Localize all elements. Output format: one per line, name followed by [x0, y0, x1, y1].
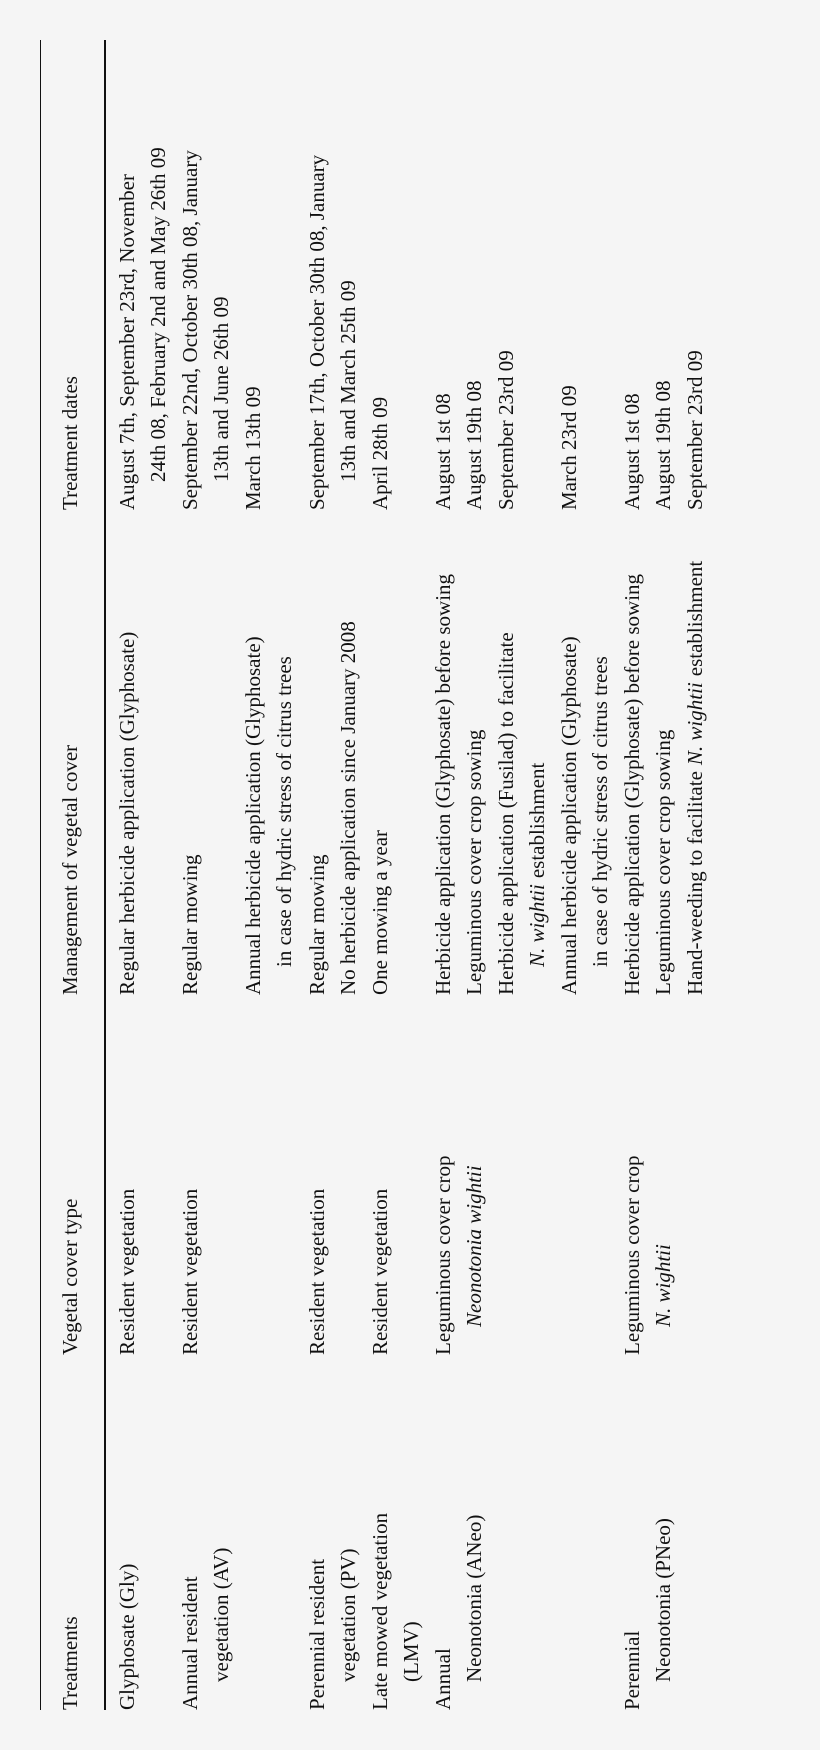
treatment-name: (LMV) — [399, 1621, 423, 1682]
cover-type: Resident vegetation — [178, 1188, 202, 1355]
management-text: Regular mowing — [178, 854, 202, 995]
management-text: Leguminous cover crop sowing — [462, 729, 486, 995]
cover-type-species — [648, 1244, 679, 1355]
treatment-date: September 17th, October 30th 08, January — [305, 154, 329, 510]
table-header-rule — [104, 40, 106, 1710]
treatment-date: 13th and June 26th 09 — [209, 296, 233, 482]
species-name: N. wightii — [651, 1244, 675, 1327]
management-text: No herbicide application since January 2008 — [336, 621, 360, 995]
treatment-date: March 13th 09 — [241, 386, 265, 510]
table-top-rule — [40, 40, 41, 1710]
treatment-date: September 22nd, October 30th 08, January — [178, 150, 202, 510]
cover-type-species — [459, 1165, 490, 1355]
management-text: Herbicide application (Glyphosate) before sowing — [620, 573, 644, 995]
management-text: Herbicide application (Fusilad) to facilitate — [494, 632, 518, 995]
cover-type: Leguminous cover crop — [431, 1155, 455, 1355]
treatment-name: Perennial resident — [305, 1558, 329, 1710]
cover-type: Resident vegetation — [305, 1188, 329, 1355]
management-text: One mowing a year — [368, 829, 392, 995]
management-text: Hand-weeding to facilitate — [683, 771, 707, 995]
cover-type: Leguminous cover crop — [620, 1155, 644, 1355]
treatment-date: September 23rd 09 — [494, 350, 518, 510]
species-name: N. wightii — [525, 884, 549, 967]
cover-type: Resident vegetation — [115, 1188, 139, 1355]
treatment-name: Annual — [431, 1648, 455, 1710]
management-text: establishment — [525, 762, 549, 879]
treatment-name: Annual resident — [178, 1576, 202, 1710]
header-treatments: Treatments — [58, 1616, 82, 1710]
treatment-name: Late mowed vegetation — [368, 1512, 392, 1710]
treatment-date: August 1st 08 — [431, 393, 455, 510]
treatment-name: vegetation (AV) — [209, 1547, 233, 1682]
species-name: Neonotonia wightii — [462, 1165, 486, 1327]
treatment-date: 24th 08, February 2nd and May 26th 09 — [146, 147, 170, 482]
treatment-date: March 23rd 09 — [557, 385, 581, 510]
header-management: Management of vegetal cover — [58, 744, 82, 995]
management-text: establishment — [683, 560, 707, 677]
treatment-name: Neonotonia (ANeo) — [462, 1514, 486, 1682]
treatment-name: Neonotonia (PNeo) — [651, 1518, 675, 1682]
management-text: in case of hydric stress of citrus trees — [272, 656, 296, 967]
management-text: Annual herbicide application (Glyphosate) — [557, 636, 581, 995]
header-treatment-dates: Treatment dates — [58, 376, 82, 510]
management-text: in case of hydric stress of citrus trees — [588, 656, 612, 967]
treatment-date: April 28th 09 — [368, 396, 392, 510]
treatment-name: Glyphosate (Gly) — [115, 1563, 139, 1710]
treatment-date: September 23rd 09 — [683, 350, 707, 510]
treatment-name: vegetation (PV) — [336, 1548, 360, 1682]
treatment-date: August 19th 08 — [462, 380, 486, 510]
management-text: Regular herbicide application (Glyphosate) — [115, 631, 139, 995]
management-text-line — [680, 561, 711, 995]
treatment-date: August 7th, September 23rd, November — [115, 174, 139, 510]
species-name: N. wightii — [683, 682, 707, 766]
management-text: Leguminous cover crop sowing — [651, 729, 675, 995]
treatment-name: Perennial — [620, 1630, 644, 1710]
cover-type: Resident vegetation — [368, 1188, 392, 1355]
header-vegetal-cover-type: Vegetal cover type — [58, 1198, 82, 1355]
management-text: Herbicide application (Glyphosate) before sowing — [431, 573, 455, 995]
treatment-date: August 1st 08 — [620, 393, 644, 510]
management-text: Annual herbicide application (Glyphosate) — [241, 636, 265, 995]
management-text-line — [522, 763, 553, 995]
treatment-date: August 19th 08 — [651, 380, 675, 510]
treatment-date: 13th and March 25th 09 — [336, 280, 360, 482]
management-text: Regular mowing — [305, 854, 329, 995]
